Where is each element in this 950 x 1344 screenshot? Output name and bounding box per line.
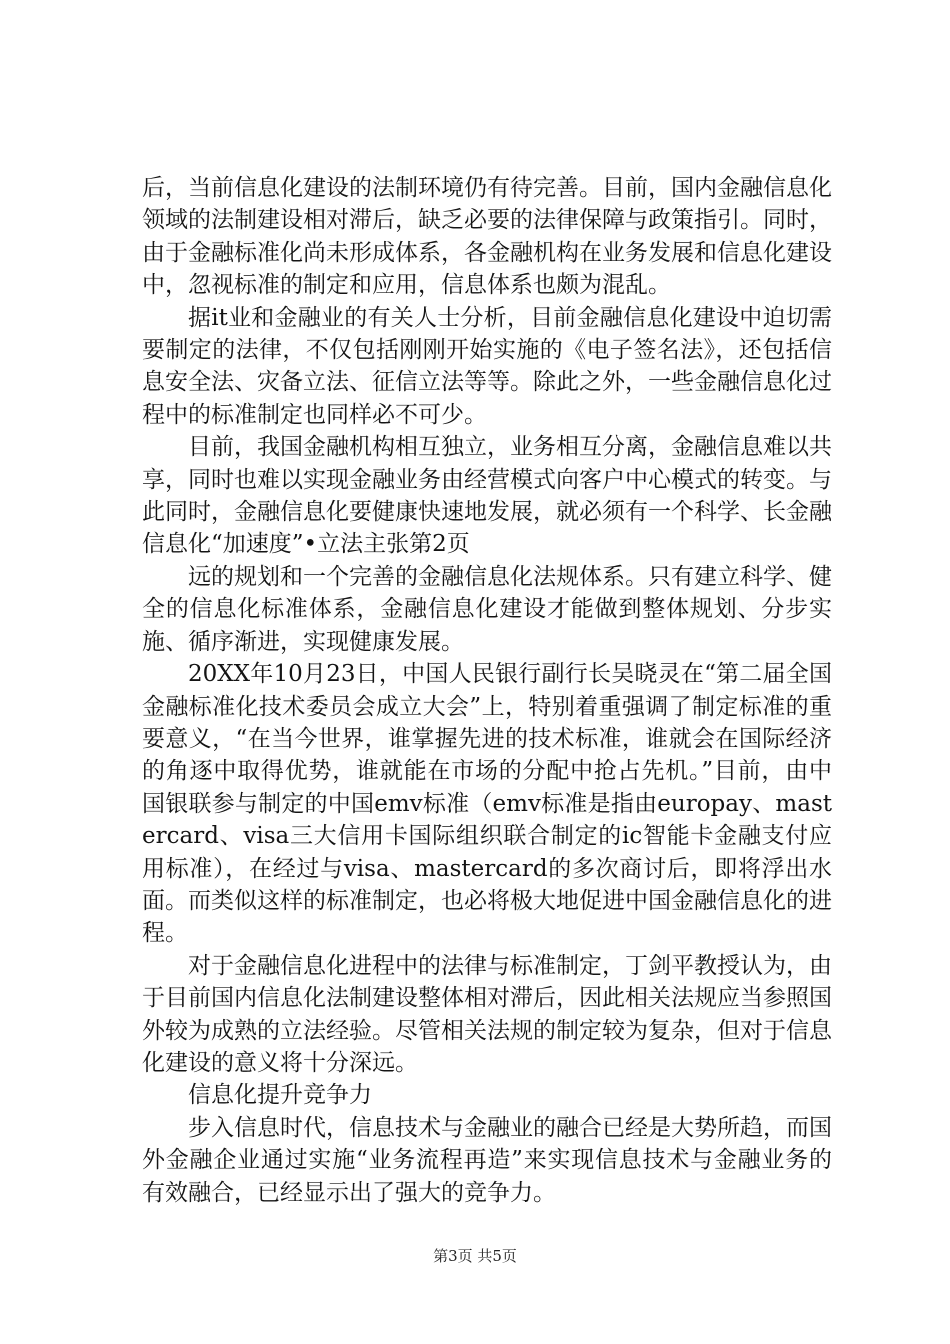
paragraph-1: 后，当前信息化建设的法制环境仍有待完善。目前，国内金融信息化领域的法制建设相对滞后，缺乏必要的法律保障与政策指引。同时，由于金融标准化尚未形成体系，各金融机构在业务发展和信息化建设中，忽视标准的制定和应用，信息体系也颇为混乱。: [142, 175, 832, 299]
page-footer: 第3页 共5页: [433, 1247, 517, 1265]
paragraph-4: 远的规划和一个完善的金融信息化法规体系。只有建立科学、健全的信息化标准体系，金融信息化建设才能做到整体规划、分步实施、循序渐进，实现健康发展。: [142, 563, 832, 655]
paragraph-6: 对于金融信息化进程中的法律与标准制定，丁剑平教授认为，由于目前国内信息化法制建设整体相对滞后，因此相关法规应当参照国外较为成熟的立法经验。尽管相关法规的制定较为复杂，但对于信息化建设的意义将十分深远。: [142, 952, 832, 1076]
paragraph-7: 步入信息时代，信息技术与金融业的融合已经是大势所趋，而国外金融企业通过实施“业务流程再造”来实现信息技术与金融业务的有效融合，已经显示出了强大的竞争力。: [142, 1114, 832, 1206]
paragraph-5: 20XX年10月23日，中国人民银行副行长吴晓灵在“第二届全国金融标准化技术委员会成立大会”上，特别着重强调了制定标准的重要意义，“在当今世界，谁掌握先进的技术标准，谁就会在国际经济的角逐中取得优势，谁就能在市场的分配中抢占先机。”目前，由中国银联参与制定的中国emv标准（emv标准是指由europay、mastercard、visa三大信用卡国际组织联合制定的ic智能卡金融支付应用标准），在经过与visa、mastercard的多次商讨后，即将浮出水面。而类似这样的标准制定，也必将极大地促进中国金融信息化的进程。: [142, 661, 832, 947]
paragraph-2: 据it业和金融业的有关人士分析，目前金融信息化建设中迫切需要制定的法律，不仅包括刚刚开始实施的《电子签名法》，还包括信息安全法、灾备立法、征信立法等等。除此之外，一些金融信息化过程中的标准制定也同样必不可少。: [142, 304, 832, 428]
section-heading: 信息化提升竞争力: [188, 1082, 372, 1109]
paragraph-3: 目前，我国金融机构相互独立，业务相互分离，金融信息难以共享，同时也难以实现金融业务由经营模式向客户中心模式的转变。与此同时，金融信息化要健康快速地发展，就必须有一个科学、长金融信息化“加速度”•立法主张第2页: [142, 434, 832, 558]
document-body: [142, 172, 832, 1209]
